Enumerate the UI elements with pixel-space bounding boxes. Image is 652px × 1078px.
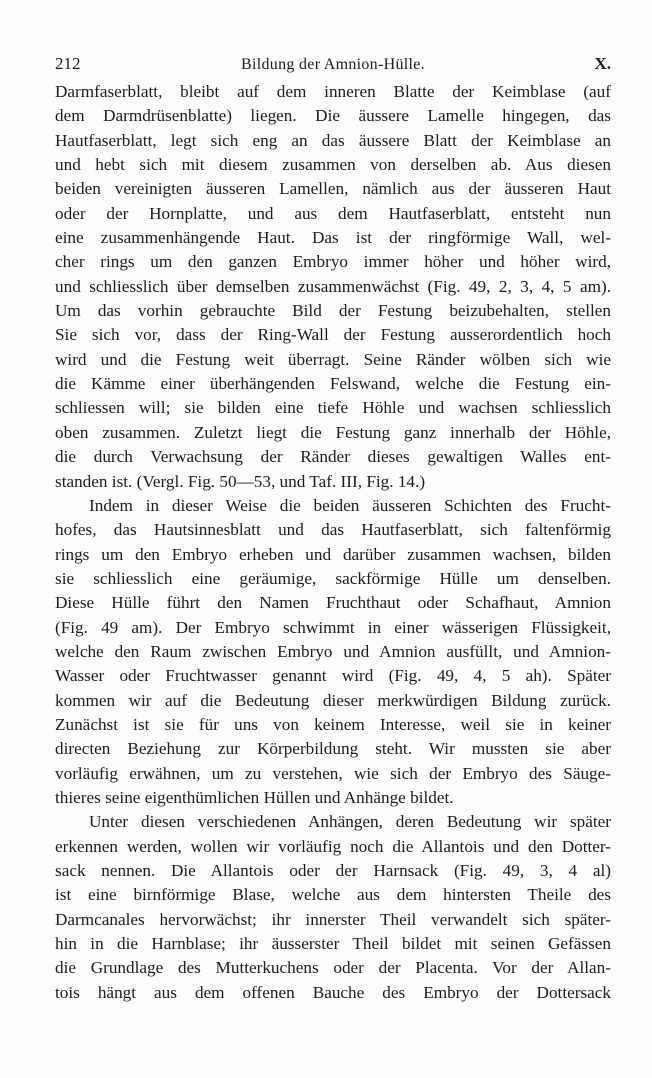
text-line: thieres seine eigenthümlichen Hüllen und Anhänge bildet. — [55, 787, 454, 807]
text-line: standen ist. (Vergl. Fig. 50—53, und Taf. III, Fig. 14.) — [55, 471, 426, 491]
text-line: sie schliesslich eine geräumige, sackförmige Hülle um denselben. — [55, 568, 611, 588]
text-line: Um das vorhin gebrauchte Bild der Festung beizubehalten, stellen — [55, 301, 611, 321]
text-line: Unter diesen verschiedenen Anhängen, deren Bedeutung wir später — [89, 812, 611, 832]
text-line: hin in die Harnblase; ihr äusserster Theil bildet mit seinen Gefässen — [55, 934, 611, 954]
text-line: Darmcanales hervorwächst; ihr innerster Theil verwandelt sich später- — [55, 909, 611, 929]
text-line: die Kämme einer überhängenden Felswand, welche die Festung ein- — [55, 374, 611, 394]
text-line: vorläufig erwähnen, um zu verstehen, wie sich der Embryo des Säuge- — [55, 763, 611, 783]
text-line: Zunächst ist sie für uns von keinem Interesse, weil sie in keiner — [55, 714, 611, 734]
page-number: 212 — [55, 54, 81, 73]
text-line: und hebt sich mit diesem zusammen von derselben ab. Aus diesen — [55, 155, 611, 175]
text-line: kommen wir auf die Bedeutung dieser merkwürdigen Bildung zurück. — [55, 690, 611, 710]
text-line: oben zusammen. Zuletzt liegt die Festung ganz innerhalb der Höhle, — [55, 422, 611, 442]
text-line: sack nennen. Die Allantois oder der Harnsack (Fig. 49, 3, 4 al) — [55, 861, 611, 880]
text-line: Sie sich vor, dass der Ring-Wall der Festung ausserordentlich hoch — [55, 325, 611, 345]
text-line: und schliesslich über demselben zusammenwächst (Fig. 49, 2, 3, 4, 5 am). — [55, 276, 611, 296]
chapter-number: X. — [594, 54, 611, 73]
text-line: Wasser oder Fruchtwasser genannt wird (Fig. 49, 4, 5 ah). Später — [55, 666, 611, 686]
text-line: rings um den Embryo erheben und darüber zusammen wachsen, bilden — [55, 544, 611, 564]
text-line: tois hängt aus dem offenen Bauche des Embryo der Dottersack — [55, 982, 611, 1002]
text-line: Darmfaserblatt, bleibt auf dem inneren Blatte der Keimblase (auf — [55, 82, 611, 101]
text-line: die durch Verwachsung der Ränder dieses gewaltigen Walles ent- — [55, 447, 611, 467]
text-line: dem Darmdrüsenblatte) liegen. Die äussere Lamelle hingegen, das — [55, 106, 611, 126]
text-line: directen Beziehung zur Körperbildung steht. Wir mussten sie aber — [55, 739, 611, 759]
text-line: hofes, das Hautsinnesblatt und das Hautfaserblatt, sich faltenförmig — [55, 520, 611, 540]
book-page — [55, 50, 611, 1005]
running-title: Bildung der Amnion-Hülle. — [241, 56, 425, 73]
text-line: beiden vereinigten äusseren Lamellen, nämlich aus der äusseren Haut — [55, 179, 611, 199]
text-line: die Grundlage des Mutterkuchens oder der Placenta. Vor der Allan- — [55, 958, 611, 978]
text-line: welche den Raum zwischen Embryo und Amnion ausfüllt, und Amnion- — [55, 641, 611, 661]
paragraph-2 — [55, 494, 611, 810]
text-line: Indem in dieser Weise die beiden äusseren Schichten des Frucht- — [89, 495, 611, 515]
text-line: Hautfaserblatt, legt sich eng an das äussere Blatt der Keimblase an — [55, 130, 611, 150]
paragraph-1 — [55, 80, 611, 494]
text-line: cher rings um den ganzen Embryo immer höher und höher wird, — [55, 252, 611, 272]
text-line: oder der Hornplatte, und aus dem Hautfaserblatt, entsteht nun — [55, 203, 611, 223]
body-text — [55, 80, 611, 1005]
text-line: erkennen werden, wollen wir vorläufig noch die Allantois und den Dotter- — [55, 836, 611, 856]
text-line: (Fig. 49 am). Der Embryo schwimmt in einer wässerigen Flüssigkeit, — [55, 617, 611, 637]
text-line: eine zusammenhängende Haut. Das ist der ringförmige Wall, wel- — [55, 228, 611, 248]
paragraph-3 — [55, 810, 611, 1005]
text-line: wird und die Festung weit überragt. Seine Ränder wölben sich wie — [55, 349, 611, 369]
text-line: ist eine birnförmige Blase, welche aus dem hintersten Theile des — [55, 885, 611, 905]
text-line: Diese Hülle führt den Namen Fruchthaut oder Schafhaut, Amnion — [55, 593, 611, 613]
text-line: schliessen will; sie bilden eine tiefe Höhle und wachsen schliesslich — [55, 398, 611, 418]
running-header — [55, 50, 611, 80]
